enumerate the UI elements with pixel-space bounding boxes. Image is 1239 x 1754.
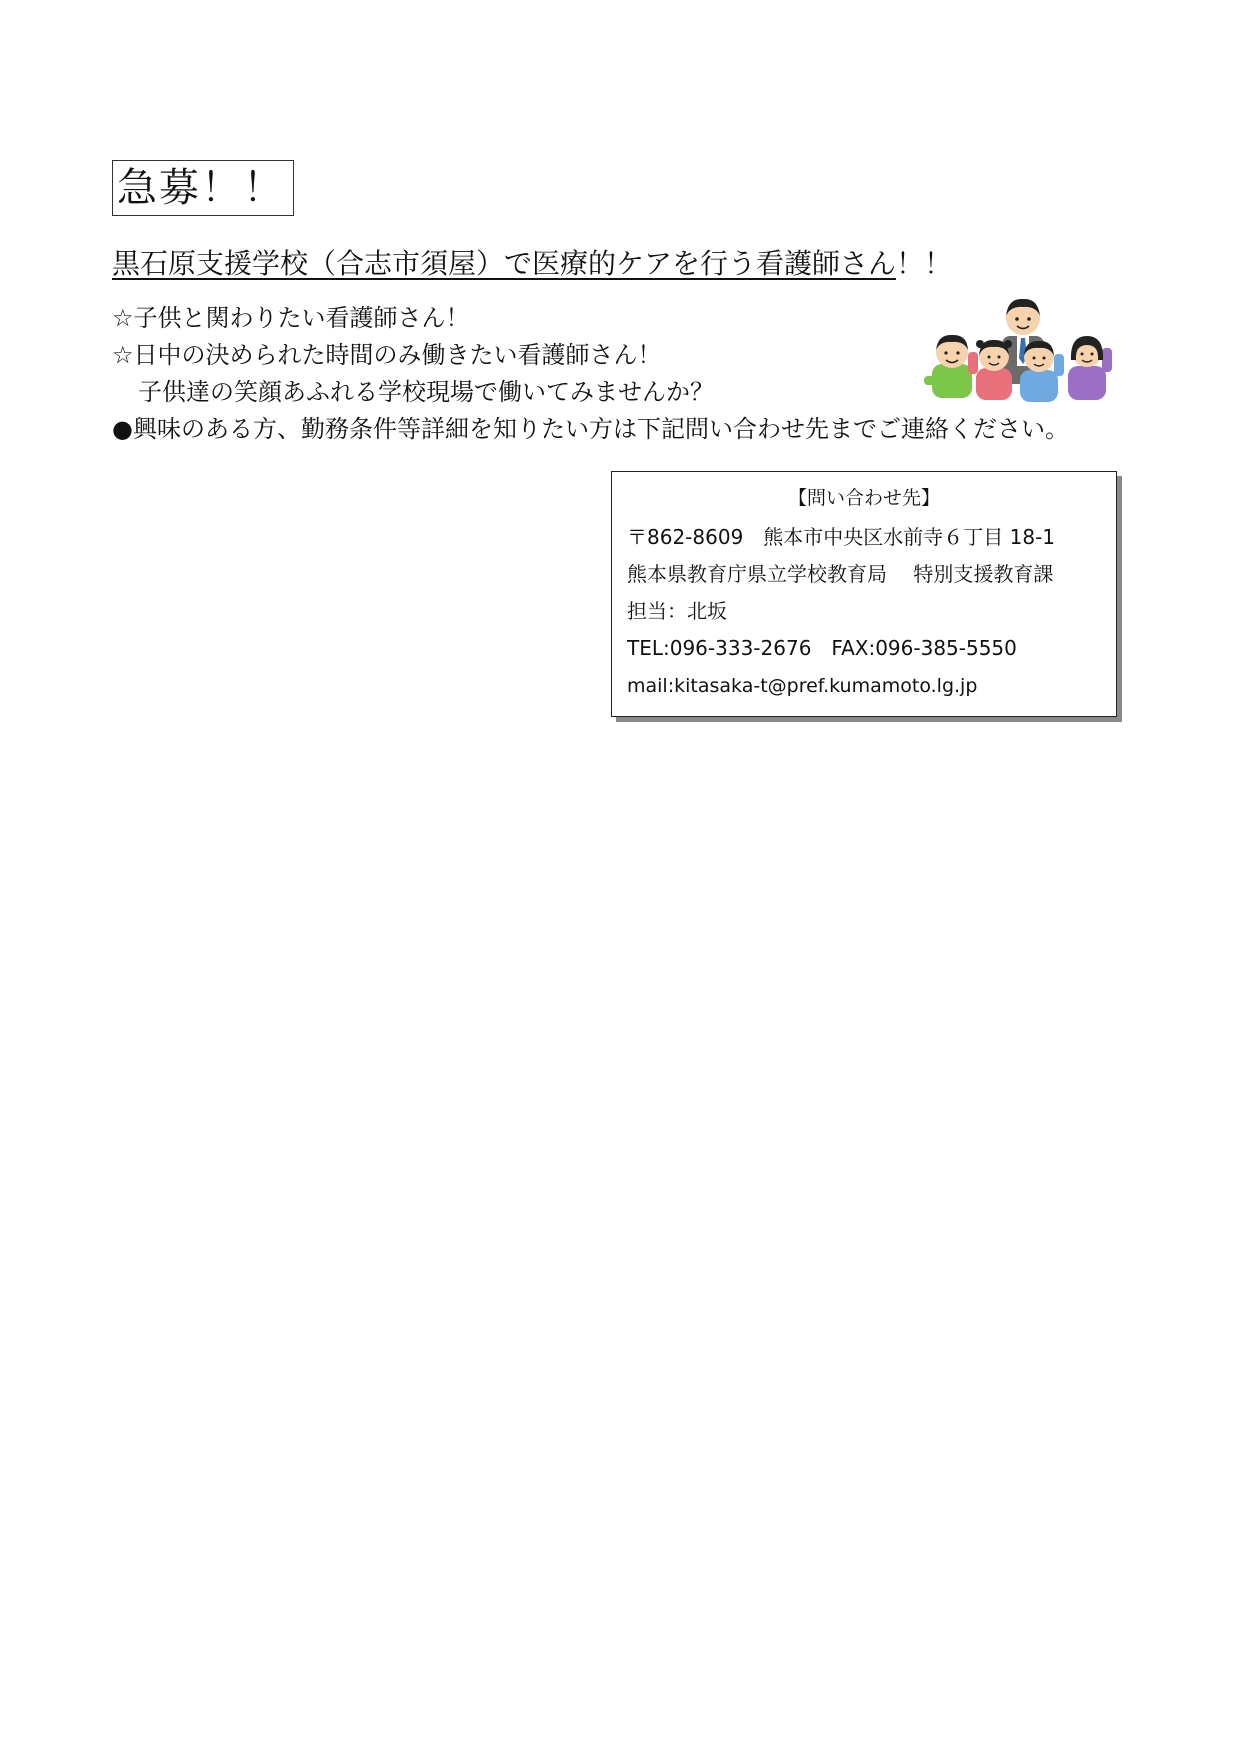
child-green (924, 335, 972, 398)
teacher-and-children-illustration-icon (924, 290, 1120, 408)
contact-address: 〒862-8609 熊本市中央区水前寺６丁目 18-1 (627, 525, 1056, 549)
contact-email[interactable]: mail:kitasaka-t@pref.kumamoto.lg.jp (627, 675, 978, 697)
headline-suffix: ！！ (896, 247, 953, 280)
bullet-item: 子供達の笑顔あふれる学校現場で働いてみませんか？ (138, 378, 714, 406)
bullet-item: ☆日中の決められた時間のみ働きたい看護師さん！ (112, 341, 662, 369)
child-purple (1068, 336, 1112, 400)
child-blue (1020, 341, 1064, 402)
contact-department: 熊本県教育庁県立学校教育局 特別支援教育課 (627, 562, 1054, 586)
bullet-item: ●興味のある方、勤務条件等詳細を知りたい方は下記問い合わせ先までご連絡ください。 (112, 415, 1069, 443)
contact-person: 担当：北坂 (627, 599, 727, 623)
headline-underlined: 黒石原支援学校（合志市須屋）で医療的ケアを行う看護師さん (112, 247, 897, 280)
headline (112, 244, 952, 284)
child-pink (968, 340, 1012, 400)
bullet-item: ☆子供と関わりたい看護師さん！ (112, 304, 470, 332)
contact-heading: 【問い合わせ先】 (787, 487, 940, 509)
urgent-title: 急募！！ (112, 160, 294, 216)
contact-phone: TEL:096-333-2676 FAX:096-385-5550 (627, 636, 1017, 660)
contact-box (611, 471, 1117, 717)
